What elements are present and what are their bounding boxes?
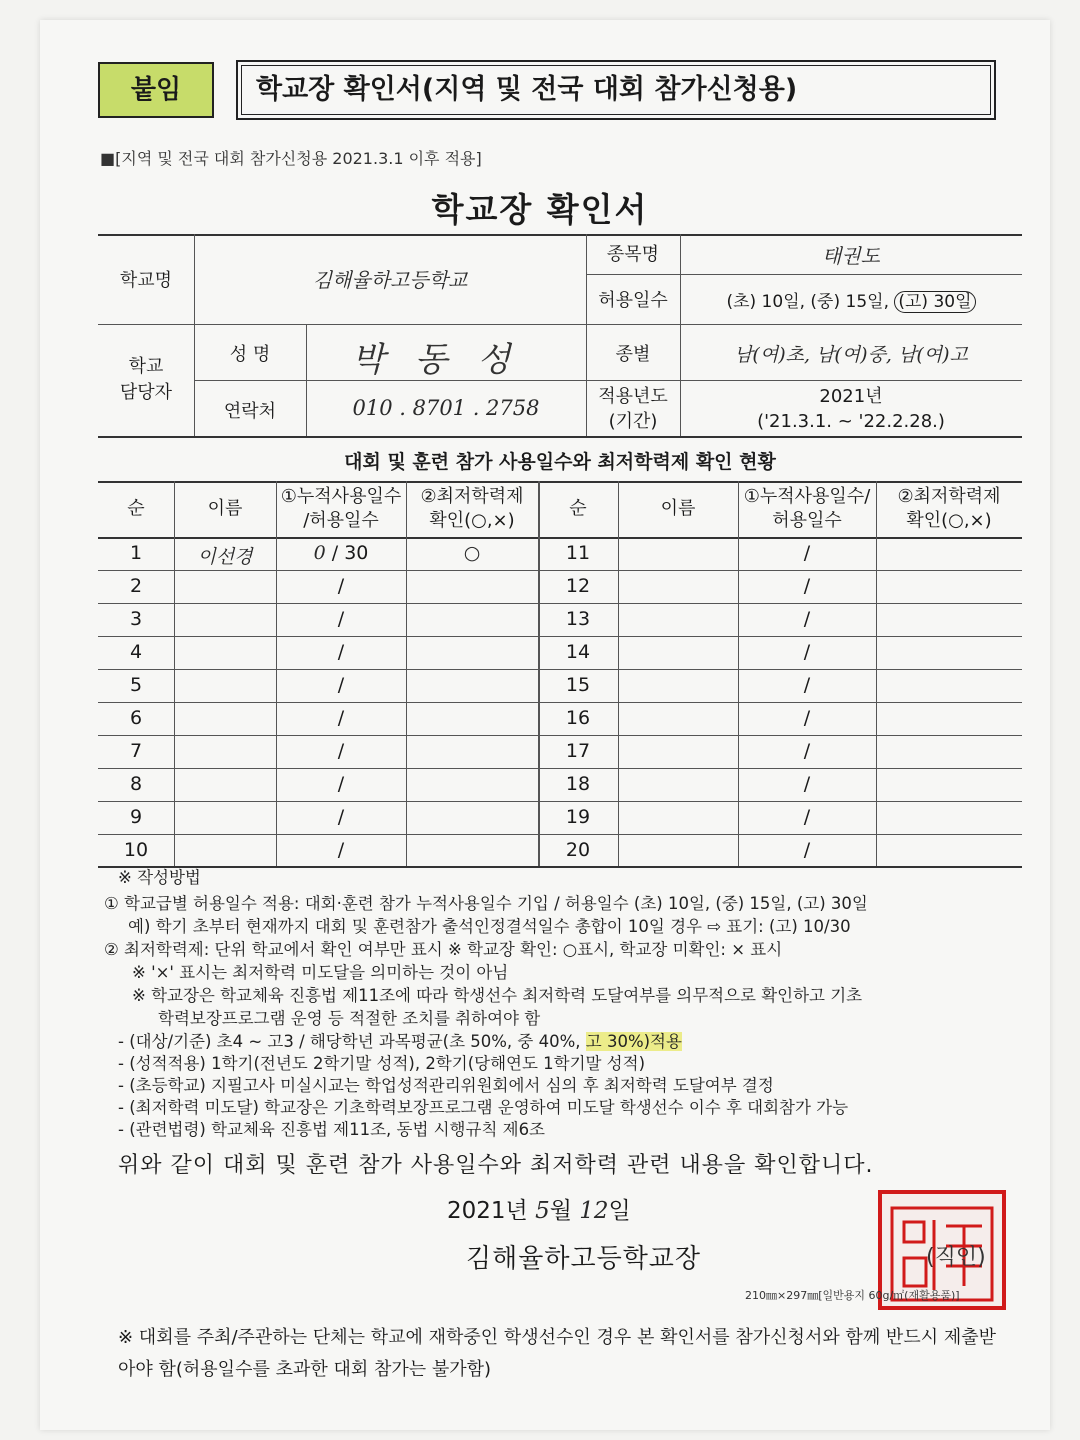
row-number: 6 — [129, 707, 143, 729]
col-name-right: 이름 — [660, 498, 696, 519]
min-check-cell: ○ — [463, 542, 481, 564]
days-cell: / — [803, 740, 811, 762]
row-number: 7 — [129, 740, 143, 762]
days-cell: / — [803, 674, 811, 696]
days-cell: / — [803, 773, 811, 795]
section-title: 대회 및 훈련 참가 사용일수와 최저학력제 확인 현황 — [344, 451, 776, 473]
note-6: - (성적적용) 1학기(전년도 2학기말 성적), 2학기(당해연도 1학기말 성적) — [118, 1054, 646, 1073]
col-days: ①누적사용일수 /허용일수 — [280, 486, 402, 531]
year-label: 적용년도 (기간) — [598, 386, 668, 432]
days-cell: / — [337, 839, 345, 861]
row-number: 17 — [565, 740, 591, 762]
row-number: 15 — [565, 674, 591, 696]
note-1: ① 학교급별 허용일수 적용: 대회·훈련 참가 누적사용일수 기입 / 허용일수 (초) 10일, (중) 15일, (고) 30일 — [104, 894, 868, 913]
row-number: 1 — [129, 542, 143, 564]
days-cell: / — [337, 674, 345, 696]
days-cell: / — [803, 707, 811, 729]
col-order-right: 순 — [569, 498, 587, 519]
col-order: 순 — [127, 498, 145, 519]
col-days-right: ①누적사용일수/ 허용일수 — [743, 486, 871, 531]
allowed-days-value: (초) 10일, (중) 15일, (고) 30일 — [680, 287, 1022, 312]
note-7: - (초등학교) 지필고사 미실시교는 학업성적관리위원회에서 심의 후 최저학력 도달여부 결정 — [118, 1076, 774, 1095]
row-number: 3 — [129, 608, 143, 630]
row-number: 18 — [565, 773, 591, 795]
row-number: 14 — [565, 641, 591, 663]
note-2: ② 최저학력제: 단위 학교에서 확인 여부만 표시 ※ 학교장 확인: ○표시, 학교장 미확인: × 표시 — [104, 940, 783, 959]
row-number: 9 — [129, 806, 143, 828]
days-cell: / — [803, 608, 811, 630]
issue-date: 2021년 5월 12일 — [447, 1198, 631, 1224]
contact-label: 연락처 — [223, 401, 277, 422]
principal-name: 김해율하고등학교장 — [466, 1244, 702, 1274]
attachment-tag: 붙임 — [98, 62, 214, 118]
school-value: 김해율하고등학교 — [312, 268, 468, 292]
row-number: 13 — [565, 608, 591, 630]
row-number: 8 — [129, 773, 143, 795]
days-cell: / — [337, 806, 345, 828]
days-cell: / — [337, 773, 345, 795]
contact-value: 010 . 8701 . 2758 — [352, 396, 540, 420]
event-label: 종목명 — [606, 244, 660, 265]
row-number: 12 — [565, 575, 591, 597]
row-number: 20 — [565, 839, 591, 861]
col-min: ②최저학력제 확인(○,×) — [420, 486, 524, 531]
col-name: 이름 — [207, 498, 243, 519]
days-cell: / — [803, 575, 811, 597]
paper-size-note: 210㎜×297㎜[일반용지 60g/㎡(재활용품)] — [745, 1289, 960, 1302]
footer-note: ※ 대회를 주최/주관하는 단체는 학교에 재학중인 학생선수인 경우 본 확인서를 참가신청서와 함께 반드시 제출받아야 함(허용일수를 초과한 대회 참가는 불가함) — [118, 1327, 996, 1380]
row-number: 11 — [565, 542, 591, 564]
days-cell: / — [803, 641, 811, 663]
note-4-cont: 학력보장프로그램 운영 등 적절한 조치를 취하여야 함 — [158, 1009, 541, 1028]
row-number: 19 — [565, 806, 591, 828]
manager-label: 학교 담당자 — [119, 356, 173, 403]
note-5: - (대상/기준) 초4 ~ 고3 / 해당학년 과목평균(초 50%, 중 40%, 고 30%)적용 — [118, 1032, 682, 1051]
days-cell: / — [337, 641, 345, 663]
row-number: 2 — [129, 575, 143, 597]
row-number: 10 — [123, 839, 149, 861]
type-label: 종별 — [615, 344, 651, 365]
form-note: ■[지역 및 전국 대회 참가신청용 2021.3.1 이후 적용] — [100, 149, 482, 168]
row-number: 16 — [565, 707, 591, 729]
header-title: 학교장 확인서(지역 및 전국 대회 참가신청용) — [236, 60, 996, 120]
note-1-example: 예) 학기 초부터 현재까지 대회 및 훈련참가 출석인정결석일수 총합이 10일 경우 ⇨ 표기: (고) 10/30 — [128, 917, 851, 936]
days-cell: / — [337, 608, 345, 630]
days-cell: / — [337, 707, 345, 729]
notes-heading: ※ 작성방법 — [118, 868, 201, 887]
days-cell: / — [803, 806, 811, 828]
note-8: - (최저학력 미도달) 학교장은 기초학력보장프로그램 운영하여 미도달 학생선수 이수 후 대회참가 가능 — [118, 1098, 849, 1117]
days-cell: / — [337, 575, 345, 597]
note-4: ※ 학교장은 학교체육 진흥법 제11조에 따라 학생선수 최저학력 도달여부를 의무적으로 확인하고 기초 — [132, 986, 863, 1005]
note-3: ※ '×' 표시는 최저학력 미도달을 의미하는 것이 아님 — [132, 963, 509, 982]
confirmation-statement: 위와 같이 대회 및 훈련 참가 사용일수와 최저학력 관련 내용을 확인합니다. — [118, 1153, 874, 1178]
school-label: 학교명 — [119, 270, 173, 291]
col-min-right: ②최저학력제 확인(○,×) — [897, 486, 1001, 531]
row-number: 5 — [129, 674, 143, 696]
seal-label: (직인) — [926, 1245, 986, 1270]
days-cell: / — [337, 740, 345, 762]
days-cell: 0 / 30 — [313, 542, 369, 564]
row-number: 4 — [129, 641, 143, 663]
name-value: 박동성 — [351, 340, 541, 380]
days-cell: / — [803, 542, 811, 564]
year-value: 2021년 ('21.3.1. ~ '22.2.28.) — [757, 386, 945, 432]
event-value: 태권도 — [822, 244, 880, 268]
student-name: 이선경 — [197, 546, 253, 568]
note-9: - (관련법령) 학교체육 진흥법 제11조, 동법 시행규칙 제6조 — [118, 1120, 545, 1139]
type-value: 남(여)초, 남(여)중, 남(여)고 — [734, 344, 968, 366]
name-label: 성 명 — [229, 344, 271, 365]
form-title: 학교장 확인서 — [431, 190, 649, 229]
days-cell: / — [803, 839, 811, 861]
allowed-days-label: 허용일수 — [598, 290, 668, 311]
